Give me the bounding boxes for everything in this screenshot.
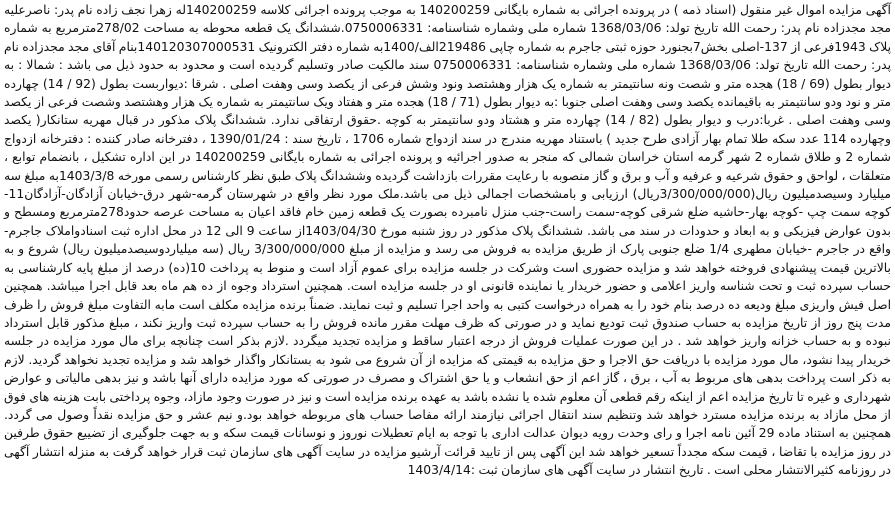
auction-notice-text: آگهی مزایده اموال غیر منقول (اسناد ذمه ) در پرونده اجرائی به شماره بایگانی 140200259 به موجب پرونده اجرائی کلاسه 140200259له زهرا نجف زاده نام پدر: ناصرعلیه مجد مجدزاده نام پدر: رحمت الله تاریخ تولد: 1368/03/06 شماره ملی وشماره شناسنامه: 0750006331.ششدانگ یک قطعه محوطه به مساحت 278/02مترمربع به شماره پلاک 1943فرعی از 137-اصلی بخش7بجنورد حوزه ثبتی جاجرم به شماره چاپی 219486الف/1400به شماره دفتر الکترونیک 140120307000531بنام آقای مجد مجدزاده نام پدر: رحمت الله تاریخ تولد: 1368/03/06 شماره ملی وشماره شناسنامه: 0750006331 سند مالکیت صادر وتسلیم گردیده است و محدود به حدود ذیل می باشد : شمالا : به دیوار بطول (69 / 18) هجده متر و شصت ونه سانتیمتر به شماره یک هزار وهشتصد ونود وشش فرعی از یکصد وسی وهفت اصلی . شرقا :دیواربست بطول (92 / 14) چهارده متر و نود ودو سانتیمتر به باقیمانده یکصد وسی وهفت اصلی جنوبا :به دیوار بطول (71 / 18) هجده متر و هفتاد ویک سانتیمتر به شماره یک هزار وهشتصد وشصت فرعی از یکصد وسی وهفت اصلی . غربا:درب و دیوار بطول (82 / 14) چهارده متر و هشتاد ودو سانتیمتر به کوچه .حقوق ارتفاقی ندارد. ششدانگ پلاک مذکور در قبال مهریه ستانکار( یکصد وچهارده 114 عدد سکه طلا تمام بهار آزادی طرح جدید ) باستناد مهریه مندرج در سند ازدواج شماره 1706 ، تاریخ سند : 1390/01/24 ، دفترخانه صادر کننده : دفترخانه ازدواج شماره 2 و طلاق شماره 2 شهر گرمه استان خراسان شمالی که منجر به صدور اجرائیه و پرونده اجرائی به شماره بایگانی 140200259 در این اداره تشکیل ، بانضمام توابع ، متعلقات ، لواحق و حقوق شرعیه و عرفیه و آب و برق و گاز منصوبه با رعایت مقررات بازداشت گردیده وششدانگ پلاک طبق نظر کارشناس رسمی مورخه 1403/3/8به مبلغ سه میلیارد وسیصدمیلیون ریال(3/300/000/000ریال) ارزیابی و بامشخصات اجمالی ذیل می باشد.ملک مورد نظر واقع در شهرستان گرمه-شهر درق-خیابان آزادگان-آزادگان11-کوچه سمت چپ -کوچه بهار-حاشیه ضلع شرقی کوچه-سمت راست-جنب منزل نامبرده بصورت یک قطعه زمین خام فاقد اعیان به مساحت عرصه حدود278مترمربع ومسطح و بدون عوارض فیزیکی و به ابعاد و حدودات در سند می باشد. ششدانگ پلاک مذکور در روز شنبه مورخ 1403/04/30از ساعت 9 الی 12 در محل اداره ثبت اسنادواملاک جاجرم- واقع در جاجرم -خیابان مطهری 1/4 ضلع جنوبی پارک از طریق مزایده به فروش می رسد و مزایده از مبلغ 3/300/000/000 ریال (سه میلیاردوسیصدمیلیون ریال) شروع و به بالاترین قیمت پیشنهادی فروخته خواهد شد و مزایده حضوری است وشرکت در جلسه مزایده برای عموم آزاد است و منوط به پرداخت 10(ده) درصد از مبلغ پایه کارشناسی به حساب سپرده ثبت و تحت شناسه واریز اعلامی و حضور خریدار یا نماینده قانونی او در جلسه مزایده است. همچنین استرداد وجوه از ده هم ماه بعد قابل اجرا میباشد. همچنین اصل فیش واریزی مبلغ ودیعه ده درصد بنام خود را به همراه درخواست کتبی به واحد اجرا تسلیم و ثبت نمایند. ضمناً برنده مزایده مکلف است مابه التفاوت مبلغ فروش را ظرف مدت پنج روز از تاریخ مزایده به حساب صندوق ثبت تودیع نماید و در صورتی که ظرف مهلت مقرر مانده فروش را به حساب سپرده ثبت واریز نکند ، مبلغ مذکور قابل استرداد نبوده و به حساب خزانه واریز خواهد شد . در این صورت عملیات فروش از درجه اعتبار ساقط و مزایده تجدید میگردد .لازم بذکر است چنانچه برای مال مورد مزایده در جلسه خریدار پیدا نشود، مال مورد مزایده با دریافت حق الاجرا و حق مزایده به قیمتی که مزایده از آن شروع می شود به بستانکار واگذار خواهد شد و مزایده تجدید نخواهد گردید. لازم به ذکر است پرداخت بدهی های مربوط به آب ، برق ، گاز اعم از حق انشعاب و یا حق اشتراک و مصرف در صورتی که مورد مزایده دارای آنها باشد و نیز بدهی مالیاتی و عوارض شهرداری و غیره تا تاریخ مزایده اعم از اینکه رقم قطعی آن معلوم شده یا نشده باشد به عهده برنده مزایده است و نیز در صورت وجود مازاد، وجوه پرداختی بابت هزینه های فوق از محل مازاد به برنده مزایده مسترد خواهد شد وتنظیم سند انتقال اجرائی نیازمند ارائه مفاصا حساب های مربوطه خواهد بود.و نیم عشر و حق مزایده نقداً وصول می گردد. همچنین به استناد ماده 29 آئین نامه اجرا و رای وحدت رویه دیوان عدالت اداری با توجه به ایام تعطیلات نوروز و نوسانات قیمت سکه و به جهت جلوگیری از تضییع حقوق طرفین در روز مزایده با تقاضا ، قیمت سکه مجدداً تسعیر خواهد شد این آگهی پس از تایید قرائت آرشیو مزایده در سایت آگهی های سازمان ثبت قرار خواهد گرفت به منزله انتشار آگهی در روزنامه کثیرالانتشار محلی است . تاریخ انتشار در سایت آگهی های سازمان ثبت :1403/4/14	[4, 3, 892, 478]
